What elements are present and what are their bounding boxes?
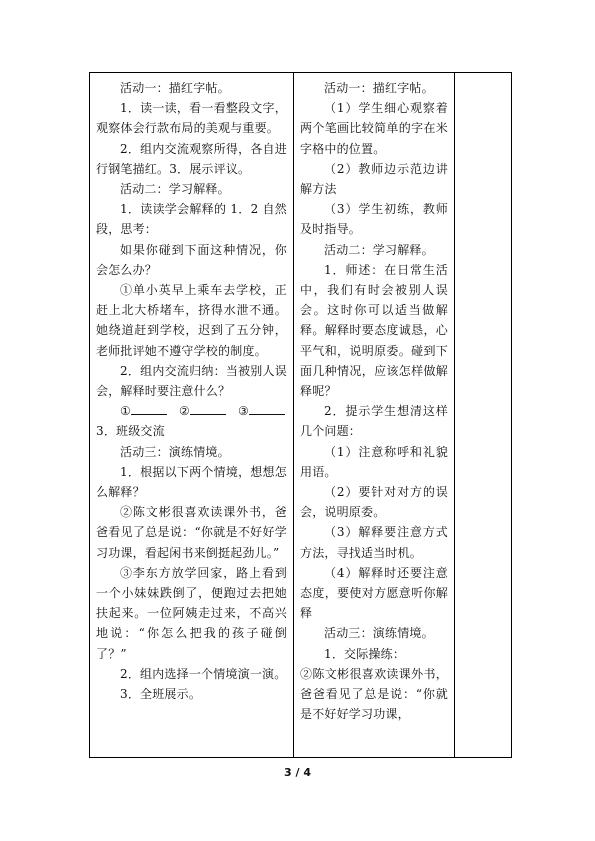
paragraph: 如果你碰到下面这种情况，你会怎么办？ bbox=[96, 242, 287, 277]
paragraph: 3．班级交流 bbox=[96, 424, 165, 439]
paragraph: （1）学生细心观察着两个笔画比较简单的字在米字格中的位置。 bbox=[300, 101, 448, 156]
blank-line bbox=[249, 402, 285, 415]
paragraph: 2．组内交流归纳：当被别人误会，解释时要注意什么？ bbox=[96, 363, 287, 399]
teacher-guidance-cell bbox=[294, 73, 455, 758]
blank-line bbox=[131, 402, 167, 415]
blank-label: ③ bbox=[238, 404, 249, 419]
paragraph: 1．师述：在日常生活中，我们有时会被别人误会。这时你可以适当做解释。解释时要态度诚恳，心平气和，说明原委。碰到下面几种情况，应该怎样做解释呢？ bbox=[300, 262, 448, 399]
paragraph: 1．读读学会解释的 1．2 自然段，思考： bbox=[96, 202, 287, 237]
paragraph: 活动三：演练情境。 bbox=[120, 444, 230, 459]
paragraph: （3）学生初练，教师及时指导。 bbox=[300, 202, 448, 237]
paragraph: 3．全班展示。 bbox=[120, 687, 202, 702]
blank-line bbox=[190, 402, 226, 415]
paragraph: 1．读一读，看一看整段文字，观察体会行款布局的美观与重要。 bbox=[96, 101, 287, 136]
paragraph: （1）注意称呼和礼貌用语。 bbox=[300, 444, 448, 479]
lesson-plan-table bbox=[89, 72, 512, 758]
paragraph: 活动三：演练情境。 bbox=[324, 626, 434, 641]
paragraph: 2．组内交流观察所得，各自进行钢笔描红。3．展示评议。 bbox=[96, 141, 287, 176]
paragraph: ②陈文彬很喜欢读课外书，爸爸看见了总是说：“你就是不好好学习功课，看起闲书来倒挺起劲儿。” bbox=[96, 505, 287, 560]
paragraph: （2）教师边示范边讲解方法 bbox=[300, 161, 448, 197]
teacher-guidance-text bbox=[294, 73, 454, 725]
paragraph: 活动一：描红字帖。 bbox=[120, 81, 230, 95]
paragraph: （2）要针对对方的误会，说明原委。 bbox=[300, 485, 448, 520]
table-row bbox=[90, 73, 512, 758]
paragraph: 活动二：学习解释。 bbox=[324, 242, 434, 257]
paragraph: ①单小英早上乘车去学校，正赶上北大桥堵车，挤得水泄不通。她绕道赶到学校，迟到了五分钟，老师批评她不遵守学校的制度。 bbox=[96, 283, 287, 358]
blank-label: ① bbox=[120, 404, 131, 419]
student-activity-text bbox=[90, 73, 293, 704]
paragraph: 1．根据以下两个情境，想想怎么解释？ bbox=[96, 464, 287, 500]
paragraph: 1．交际操练： bbox=[324, 646, 406, 661]
student-activity-cell bbox=[90, 73, 294, 758]
paragraph: （3）解释要注意方式方法，寻找适当时机。 bbox=[300, 525, 448, 560]
paragraph: ②陈文彬很喜欢读课外书，爸爸看见了总是说：“你就是不好好学习功课， bbox=[300, 666, 448, 722]
paragraph: 2．提示学生想清这样几个问题： bbox=[300, 404, 448, 439]
fill-in-blanks bbox=[96, 401, 287, 421]
blank-label: ② bbox=[179, 404, 190, 419]
paragraph: 2．组内选择一个情境演一演。 bbox=[120, 666, 287, 681]
page-number: 3 / 4 bbox=[284, 766, 311, 779]
notes-cell bbox=[455, 73, 512, 758]
paragraph: ③李东方放学回家，路上看到一个小妹妹跌倒了，便跑过去把她扶起来。一位阿姨走过来，不高兴地说：“你怎么把我的孩子碰倒了？” bbox=[96, 565, 287, 661]
paragraph: （4）解释时还要注意态度，要使对方愿意听你解释 bbox=[300, 565, 448, 621]
paragraph: 活动一：描红字帖。 bbox=[324, 81, 434, 95]
paragraph: 活动二：学习解释。 bbox=[120, 182, 230, 197]
